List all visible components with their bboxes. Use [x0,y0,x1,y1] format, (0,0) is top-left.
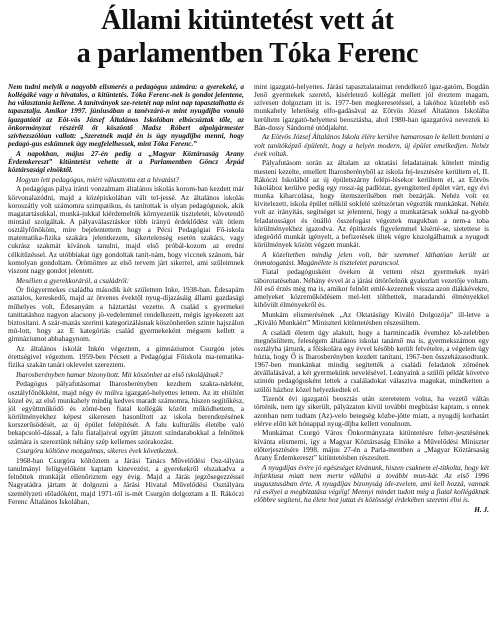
closing-paragraph: A nyugdíjas évére jó egészséget kívánunk, hiszen csaknem el-titkolta, hogy két infarktusa miatt nem merte vállalni a további mun-kát. Az első 1996 augusztusában érte. A nyugdíjas bizonyság ide-zvelem, ami kell hozzá, vannak rá esélyei a megbízatása végéig! Mennyi mindet tudott még a fiatal kollégáknak előbbre segíteni, ha élete hoz juttat és közösségi érdekében szeretni élni is. [254,463,489,505]
question-2: Mesélien a gyerekkoráról, a családról: [16,276,130,285]
intro-paragraph: Nem tudni melyik a nagyobb elismerés a pedagógus számára: a gyerekeké, a kollégáké vagy a hivatalos, a kitüntetés. Tóka Ferenc-nek is gondot jelentene, ha választania kellene. A tanítványok sze-retetét nap mint nap tapasztalhatta és tapasztalja. Amikor 1997. júniusában a tanévzáró-n mint nyugdíjba vonuló igazgatótól az Eöt-vös József Általános Iskolában elbúcsúztak tőle, az önkormányzat részéről őt köszöntő Madsz Róbert alpolgármester szívhezszólóan vallott: „Szeretnék majd én is úgy nyugdíjba menni, hogy pedagó-gus eskümnek úgy megfelelhessek, mint Tóka Ferenc.” [8,83,244,149]
question-3: Iharosberényben hamar bizonyított. Mit köszönhet az első iskolájának? [16,370,223,379]
author-signature: H. J. [474,506,489,515]
answer-2b: Az általános iskolát Inkén végeztem, a gimnáziumot Csurgón jeles érettségivel végeztem. 1959-ben Pécsett a Pedagógiai Főiskola ma-tematika-fizika szakán tanári oklevelet szereztem. [8,344,244,370]
article-headline [0,4,495,70]
question-1: Hogyan lett pedagógus, miért választotta ezt a hivatást? [16,175,180,184]
question-5: Az Eötvös József Általános Iskola élére kerülve hamarosan le kellett bontani a volt tanítóképző épületét, hogy a helyén modern, új épület emelkedjen. Nehéz évek voltak. [254,133,489,158]
left-column [8,83,244,507]
answer-6b: Munkám elismerésének „Az Oktatásügy Kiváló Dolgozója” ill-letve a „Kiváló Munkáért” Miniszteri kitüntetésben részesültem. [254,310,489,327]
answer-6d: Tizenöt évi igazgatói beosztás után szeretetem volna, ha vezető váltás történik, nem így sikerült, pályázaton kívül további megbízást kaptam, s ennek azonban nem tudtam (Az)-velo betegség közbe-jötte miatt, a nyugdíj korhatárt elérve előtt két hónappal nyug-díjba kellett vonulnom. [254,395,489,428]
answer-3: Pedagógus pályafutásomat Iharosberényben kezdtem szakta-nárként, osztályfőnökként, majd négy év múlva igazgató-helyettes lettem. Az itt eltöltött közel év, az első munkahely mindig kedves maradt számomra, hiszen segítőkész, jól együttműködő és zömé-ben fiatal kollégák között működhettem, a körülményekhez képest sikeresen hasonlított az iskola berendezésének korszerűsödését, az új épület felépítését. A falu kulturális életébe való bekapcsoló-dással, a falu fiataljaival együtt játszott színdarabokkal a felnőttek számára is szereztünk néhány szép kellemes szórakozást. [8,380,244,446]
answer-1: A pedagógus pálya iránti vonzalmam általános iskolás korom-ban kezdett már körvonalazódni, majd a középiskolában vált tel-jessé. Az általános iskolás koroszátly volt számomra szimpatikus, és tanítottak is olyan pedagógusok, akik magatartásukkal, munká-jukkal kiérdemelték környezetük tiszteletét, követendő mintául szolgáltak. A pályaválasztáskor több irányú érdeklődést vált ötlem osztályfőnököm, mire bejelentettem hogy a Pécsi Pedagógiai Fő-iskola matematika-fizika szakára jelentkezem, sikertelenség esetén szakács, vagy cukrász szakmát kívánok tanulni, majd első próbál-kozom az eredni célkitűzéssel. Az utóbbiakat úgy gondoltak tanít-nám, hogy viccnek szánom, bár komolyan gondoltam. Örömömre az első tervem járt sikerrel, ami szüleimnek viszont nagy gondot jelentett. [8,185,244,275]
question-6: A közeltetben mindig jelen volt, bár szemmel láthatóan került az önmutogatást. Magánélete is tiszteletet parancsol. [254,250,489,267]
answer-6: Fiatal pedagógusként öveken át vettem részt gyermekek nyári táborotatéseban. Néhány évvel át a járási úttörőelnök gyakorlatt vezetője voltam. Jól eső érzés még ma is, amikor felnőtt emlé-kezeznek vissza azon diákkévekre, amelyeket közreműködésem mel-lett tölthettek, maradandó élményekkel kibővült élményekről és. [254,268,489,310]
answer-4: 1968-ban Csurgóra költöztem a Járási Tanács Művelődési Osz-tályára tanulmányi felügyelőként kaptam kinevezést, a gyerekekről elszakadva a felnőttek munkáját ellenőriztem egy évig. Majd a Járás jegzősegezzéssel Nagyatádra jártam át dolgozni a Járási Hivatal Művelődési Osztályára személyzeti előadóként, majd 1971-től is-mét Csurgón dolgoztam a II. Rákóczi Ferenc Általános Iskolában, [8,456,244,506]
answer-2: Ör fiúgyermekes családba második két születtem Inke, 1938-ban. Édesapám asztalos, kereskedő, majd az ötvenes évektől nyug-díjazásáig állami gazdasági műhelyes volt, Édesanyám a háztartást vezette. A család s gyermekei tanittatáshoz nagyon alacsony jö-vedelemmel rendelkezett, mégis igyekezett azt biztosítani. A szár-mazás szerinti kategorizálásnak köszönhetően szinte hajszálon mú-lott, hogy az E kategóriás család gyermekeként mégsem kellett a gimnáziumot abbahagynom. [8,286,244,344]
answer-6c: A családi életem úgy alakult, hogy a harmincadik évemhez kö-zelebben megnősültem, feleségem általános iskolai tanárnő ma is, gyermekszámon egy osztályba jártunk, a főiskolára egy évvel később került felvételre, a végelem úgy húzta, hogy Ő is Iharosberényben kezdett tanítani, 1967-ben összeházasodtunk. 1967-ben munkánkat mindig segítették a családi feladatok zömének átvállalásával, a két gyermekünk nevelésével. Leányaink a szülői példát követve szintén pedagógusként lettek a csaláladokat választva magukat, mindketten a szülői házhoz közel helyezkedtek el. [254,328,489,394]
right-column [254,83,489,514]
answer-5: Pályafutásom során az általam az oktatási feladatainak kötelett mindig mesteni kezelte, emellett Iharosberényből az iskola fej-lesztésére kerültem el, II. Rákóczi Iskolából az új épületszárny felépi-lésekor kerültem el, az Eötvös Iskolához kerülve pedig egy rossz-ág padlózat, gyengítetted épület várt, egy évi munka kiharcolása, hogy ütemszerűsében mét bezárják. Nehéz volt ez kivitelezett, iskola épület nélkül sokfelé szétszórtan végeztük munkánkat. Nehéz volt az irányítás, segítséget sz jelenteni, hogy a munkatársak sokkal na-gyobb feladatosságot és önálló összefogást végeztek magukban a nem-a toba körülményekhez igazodva. Az építkezés figyelemmel kísérté-se, sietettese is idegeőrlő munkát igényelt, a befizetések ültek végre kiszolgálhattuk a nyugodt körülmények között végzett munkát. [254,159,489,249]
headline-line-2: a parlamentben Tóka Ferenc [76,38,419,69]
answer-4-continued: mint igazgató-helyettes. Járási tapasztalataimat rendelkező igaz-gatóm, Bogdán Jenő gyermekek szerető, kisérletező kollégát mellett jól éreztem magam, szívesen dolgoztam itt is. 1977-ben megkeresetéssel, a lakóhoz közelebb eső munkahely lehetőség elfo-gadásával az Eötvös József Általános Iskolába kerültem igazgató-helyettesi beosztásba, ahol 1980-ban igazgatóvá neveztek ki Bán-dossy Sándorné utódjaként. [254,83,489,132]
award-paragraph: A napokban, május 27-én pedig a „Magyar Köztársaság Arany Érdemkereszt” kitüntetést vehette át a Parlamentben Göncz Árpád köztársasági elnöktől. [8,149,244,175]
answer-6e: Munkámat Csurgó Város Önkormányzata kitüntetésre felter-jesztésének kívánta elismerni, így a Magyar Köztársaság Elnöke a Művelődési Miniszter előterjesztésére 1998. május 27-én a Parla-mentben a „Magyar Köztársaság Arany Érdemkereszt” kitüntetésben részesített. [254,429,489,462]
headline-line-1: Állami kitüntetést vett át [101,5,394,36]
question-4: Csurgóra költözve mozgalmas, sikeres évek következtek. [16,447,179,456]
